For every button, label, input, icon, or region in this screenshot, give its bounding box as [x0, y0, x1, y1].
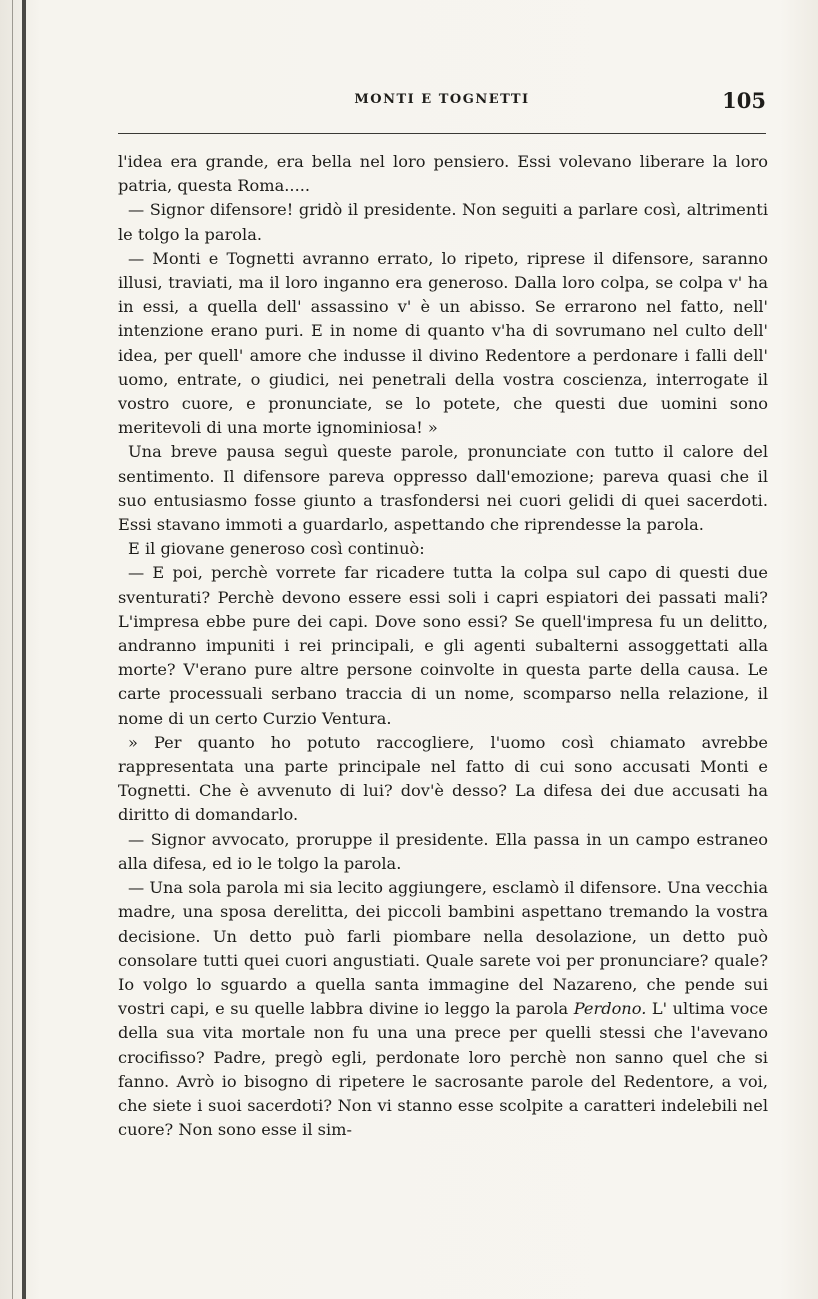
paragraph: Una breve pausa seguì queste parole, pronunciate con tutto il calore del sentimento. Il difensore pareva oppresso dall'emozione; pareva quasi che il suo entusiasmo fosse giunto a trasfondersi nei cuori gelidi di quei sacerdoti. Essi stavano immoti a guardarlo, aspettando che riprendesse la parola.	[118, 442, 768, 535]
paragraph: — Signor difensore! gridò il presidente. Non seguiti a parlare così, altrimenti le tolgo la parola.	[118, 200, 768, 244]
paragraph: » Per quanto ho potuto raccogliere, l'uomo così chiamato avrebbe rappresentata una parte principale nel fatto di cui sono accusati Monti e Tognetti. Che è avvenuto di lui? dov'è desso? La difesa dei due accusati ha diritto di domandarlo.	[118, 732, 768, 825]
running-title: MONTI E TOGNETTI	[354, 92, 530, 107]
binding-edge	[22, 0, 26, 1299]
paragraph-text: L' ultima voce della sua vita mortale non fu una una prece per quelli stessi che l'avevano crocifisso? Padre, pregò egli, perdonate loro perchè non sanno quel che si fanno. Avrò io bisogno di ripetere le sacrosante parole del Redentore, a voi, che siete i suoi sacerdoti? Non vi stanno esse scolpite a caratteri indelebili nel cuore? Non sono esse il sim-	[118, 999, 768, 1140]
binding-shadow	[12, 0, 13, 1299]
paragraph-text: — Una sola parola mi sia lecito aggiungere, esclamò il difensore. Una vecchia madre, una sposa derelitta, dei piccoli bambini aspettano tremando la vostra decisione. Un detto può farli piombare nella desolazione, un detto può consolare tutti quei cuori angustiati. Quale sarete voi per pronunciare? quale? Io volgo lo sguardo a quella santa immagine del Nazareno, che pende sui vostri capi, e su quelle labbra divine io leggo la parola	[118, 878, 768, 1019]
paragraph	[118, 876, 768, 1142]
page-number: 105	[722, 88, 766, 113]
paragraph: — Signor avvocato, proruppe il presidente. Ella passa in un campo estraneo alla difesa, ed io le tolgo la parola.	[118, 829, 768, 873]
text-body	[118, 150, 768, 1142]
header-rule	[118, 133, 766, 134]
paragraph: — E poi, perchè vorrete far ricadere tutta la colpa sul capo di questi due sventurati? Perchè devono essere essi soli i capri espiatori dei passati mali? L'impresa ebbe pure dei capi. Dove sono essi? Se quell'impresa fu un delitto, andranno impuniti i rei principali, e gli agenti subalterni assoggettati alla morte? V'erano pure altre persone coinvolte in questa parte della causa. Le carte processuali serbano traccia di un nome, scomparso nella relazione, il nome di un certo Curzio Ventura.	[118, 563, 768, 728]
italic-word: Perdono.	[573, 999, 647, 1019]
running-head	[118, 88, 766, 116]
paragraph: — Monti e Tognetti avranno errato, lo ripeto, riprese il difensore, saranno illusi, traviati, ma il loro inganno era generoso. Dalla loro colpa, se colpa v' ha in essi, a quella dell' assassino v' è un abisso. Se errarono nel fatto, nell' intenzione erano puri. E in nome di quanto v'ha di sovrumano nel culto dell' idea, per quell' amore che indusse il divino Redentore a perdonare i falli dell' uomo, entrate, o giudici, nei penetrali della vostra coscienza, interrogate il vostro cuore, e pronunciate, se lo potete, che questi due uomini sono meritevoli di una morte ignominiosa! »	[118, 248, 768, 438]
paragraph: l'idea era grande, era bella nel loro pensiero. Essi volevano liberare la loro patria, questa Roma.....	[118, 152, 768, 196]
paragraph: E il giovane generoso così continuò:	[128, 539, 425, 559]
